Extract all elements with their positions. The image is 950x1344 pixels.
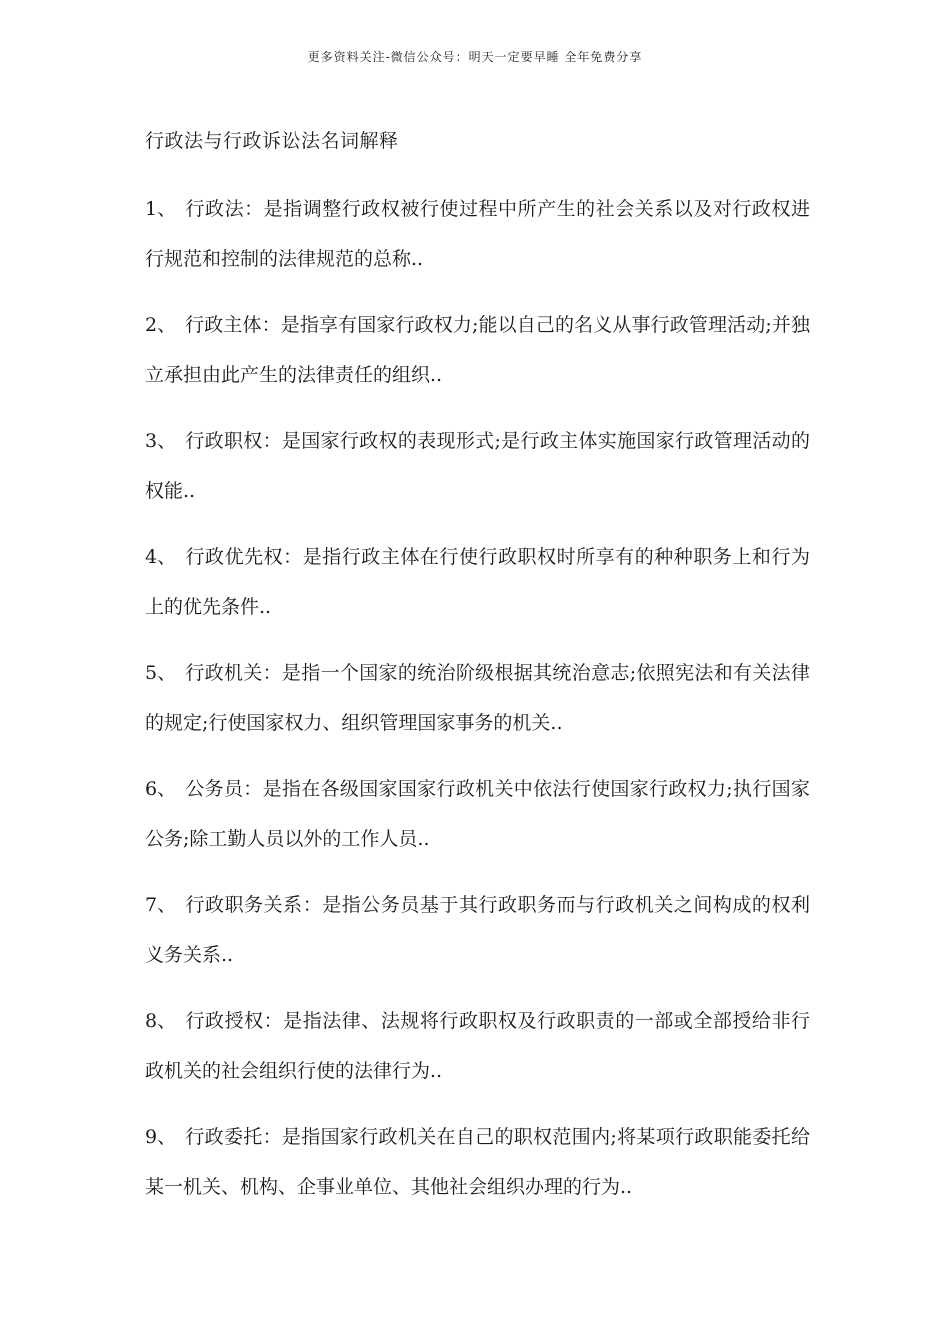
- item-number: 9、: [145, 1126, 177, 1148]
- item-text: 行政授权：是指法律、法规将行政职权及行政职责的一部或全部授给非行政机关的社会组织行使的法律行为..: [145, 1010, 810, 1082]
- definition-item: [145, 532, 810, 648]
- definition-item: [145, 300, 810, 416]
- item-number: 4、: [145, 546, 177, 568]
- definition-item: [145, 648, 810, 764]
- definition-item: [145, 184, 810, 300]
- item-text: 公务员：是指在各级国家国家行政机关中依法行使国家行政权力;执行国家公务;除工勤人员以外的工作人员..: [145, 778, 810, 850]
- definition-item: [145, 764, 810, 880]
- document-title: 行政法与行政诉讼法名词解释: [145, 130, 399, 152]
- item-number: 3、: [145, 430, 177, 452]
- definition-item: [145, 416, 810, 532]
- item-number: 8、: [145, 1010, 177, 1032]
- item-number: 5、: [145, 662, 177, 684]
- definition-item: [145, 1112, 810, 1228]
- item-number: 1、: [145, 198, 177, 220]
- item-text: 行政优先权：是指行政主体在行使行政职权时所享有的种种职务上和行为上的优先条件..: [145, 546, 810, 618]
- definition-item: [145, 996, 810, 1112]
- item-text: 行政机关：是指一个国家的统治阶级根据其统治意志;依照宪法和有关法律的规定;行使国家权力、组织管理国家事务的机关..: [145, 662, 810, 734]
- definition-list: [145, 184, 810, 1228]
- item-number: 2、: [145, 314, 177, 336]
- item-text: 行政法：是指调整行政权被行使过程中所产生的社会关系以及对行政权进行规范和控制的法律规范的总称..: [145, 198, 810, 270]
- item-text: 行政委托：是指国家行政机关在自己的职权范围内;将某项行政职能委托给某一机关、机构、企事业单位、其他社会组织办理的行为..: [145, 1126, 810, 1198]
- header-note: 更多资料关注-微信公众号：明天一定要早睡 全年免费分享: [307, 50, 643, 64]
- item-text: 行政职务关系：是指公务员基于其行政职务而与行政机关之间构成的权利义务关系..: [145, 894, 810, 966]
- item-text: 行政职权：是国家行政权的表现形式;是行政主体实施国家行政管理活动的权能..: [145, 430, 810, 502]
- definition-item: [145, 880, 810, 996]
- item-number: 6、: [145, 778, 177, 800]
- item-text: 行政主体：是指享有国家行政权力;能以自己的名义从事行政管理活动;并独立承担由此产生的法律责任的组织..: [145, 314, 810, 386]
- item-number: 7、: [145, 894, 177, 916]
